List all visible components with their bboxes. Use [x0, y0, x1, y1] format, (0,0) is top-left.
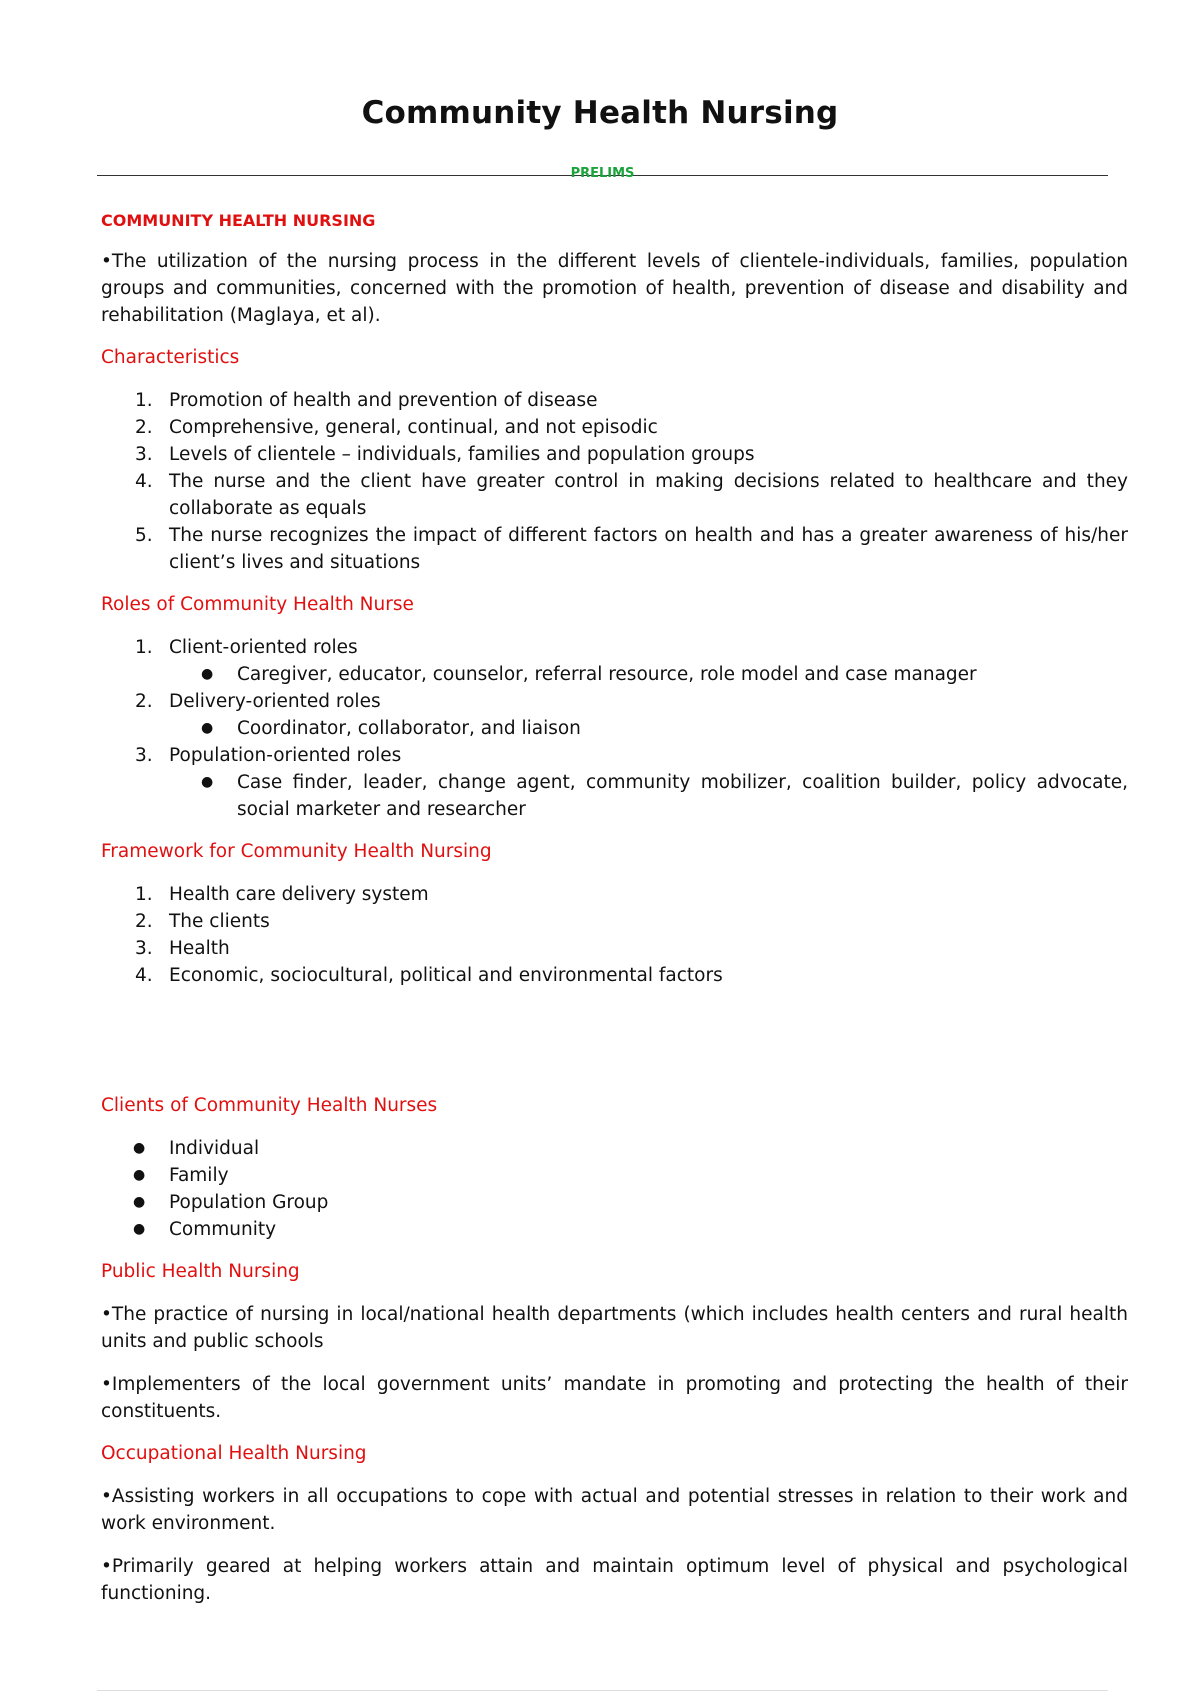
list-item-text: Delivery-oriented roles: [169, 691, 381, 712]
public-health-paragraph: •Implementers of the local government units’ mandate in promoting and protecting the health of their constituents.: [101, 1374, 1128, 1422]
heading-framework: Framework for Community Health Nursing: [101, 841, 492, 862]
list-item: [101, 1135, 1128, 1162]
list-number: 1.: [135, 884, 153, 905]
list-number: 1.: [135, 637, 153, 658]
divider-label: PRELIMS: [570, 166, 635, 181]
list-item: [101, 522, 1128, 576]
list-item: [101, 1189, 1128, 1216]
list-item: [101, 908, 1128, 935]
list-number: 5.: [135, 525, 153, 546]
sub-list-item: [169, 769, 1128, 823]
sub-list-item: [169, 715, 1128, 742]
list-item: [101, 881, 1128, 908]
heading-community-health-nursing: COMMUNITY HEALTH NURSING: [101, 211, 376, 230]
list-number: 2.: [135, 417, 153, 438]
occupational-health-paragraph: •Primarily geared at helping workers attain and maintain optimum level of physical and psychological functioning.: [101, 1556, 1128, 1604]
list-number: 4.: [135, 471, 153, 492]
document-title: Community Health Nursing: [361, 95, 839, 131]
document-body: [101, 208, 1128, 1623]
bullet-icon: ●: [133, 1140, 146, 1156]
list-item: [101, 441, 1128, 468]
list-item-text: Health: [169, 938, 230, 959]
sub-list: [169, 769, 1128, 823]
heading-public-health-nursing: Public Health Nursing: [101, 1261, 300, 1282]
bullet-icon: ●: [201, 774, 214, 790]
blank-space: [101, 1005, 1128, 1093]
roles-list: [101, 634, 1128, 823]
characteristics-list: [101, 387, 1128, 576]
page-bottom-rule: [97, 1690, 1108, 1691]
list-item-text: Population-oriented roles: [169, 745, 402, 766]
heading-clients: Clients of Community Health Nurses: [101, 1095, 438, 1116]
list-number: 3.: [135, 745, 153, 766]
public-health-paragraph: •The practice of nursing in local/national health departments (which includes health centers and rural health units and public schools: [101, 1304, 1128, 1352]
bullet-icon: ●: [201, 666, 214, 682]
list-number: 2.: [135, 911, 153, 932]
list-item: [101, 962, 1128, 989]
list-item: [101, 1162, 1128, 1189]
sub-list-item-text: Case finder, leader, change agent, community mobilizer, coalition builder, policy advocate, social marketer and researcher: [237, 772, 1128, 820]
list-number: 3.: [135, 444, 153, 465]
list-item-text: Economic, sociocultural, political and environmental factors: [169, 965, 723, 986]
sub-list-item-text: Caregiver, educator, counselor, referral resource, role model and case manager: [237, 664, 977, 685]
list-item-text: Individual: [169, 1138, 260, 1159]
bullet-icon: ●: [133, 1221, 146, 1237]
list-item: [101, 688, 1128, 742]
list-item-text: The nurse recognizes the impact of different factors on health and has a greater awareness of his/her client’s lives and situations: [169, 525, 1128, 573]
list-item-text: Levels of clientele – individuals, families and population groups: [169, 444, 755, 465]
sub-list: [169, 715, 1128, 742]
list-item: [101, 387, 1128, 414]
sub-list-item: [169, 661, 1128, 688]
list-item-text: Comprehensive, general, continual, and not episodic: [169, 417, 658, 438]
list-item-text: Community: [169, 1219, 277, 1240]
list-number: 4.: [135, 965, 153, 986]
heading-characteristics: Characteristics: [101, 347, 240, 368]
list-item: [101, 634, 1128, 688]
list-item: [101, 414, 1128, 441]
list-item-text: The nurse and the client have greater control in making decisions related to healthcare and they collaborate as equals: [169, 471, 1128, 519]
list-item-text: Health care delivery system: [169, 884, 429, 905]
list-item-text: Client-oriented roles: [169, 637, 358, 658]
list-item: [101, 935, 1128, 962]
bullet-icon: ●: [201, 720, 214, 736]
definition-paragraph: •The utilization of the nursing process in the different levels of clientele-individuals, families, population groups and communities, concerned with the promotion of health, prevention of disease and disability and rehabilitation (Maglaya, et al).: [101, 251, 1128, 326]
list-item-text: Family: [169, 1165, 229, 1186]
list-number: 1.: [135, 390, 153, 411]
bullet-icon: ●: [133, 1167, 146, 1183]
framework-list: [101, 881, 1128, 989]
sub-list: [169, 661, 1128, 688]
list-item: [101, 468, 1128, 522]
section-divider: [97, 165, 1108, 187]
list-item-text: The clients: [169, 911, 270, 932]
list-number: 2.: [135, 691, 153, 712]
heading-roles: Roles of Community Health Nurse: [101, 594, 414, 615]
list-item-text: Population Group: [169, 1192, 329, 1213]
occupational-health-paragraph: •Assisting workers in all occupations to cope with actual and potential stresses in relation to their work and work environment.: [101, 1486, 1128, 1534]
sub-list-item-text: Coordinator, collaborator, and liaison: [237, 718, 581, 739]
list-number: 3.: [135, 938, 153, 959]
list-item-text: Promotion of health and prevention of disease: [169, 390, 598, 411]
bullet-icon: ●: [133, 1194, 146, 1210]
list-item: [101, 742, 1128, 823]
heading-occupational-health-nursing: Occupational Health Nursing: [101, 1443, 367, 1464]
clients-list: [101, 1135, 1128, 1243]
list-item: [101, 1216, 1128, 1243]
